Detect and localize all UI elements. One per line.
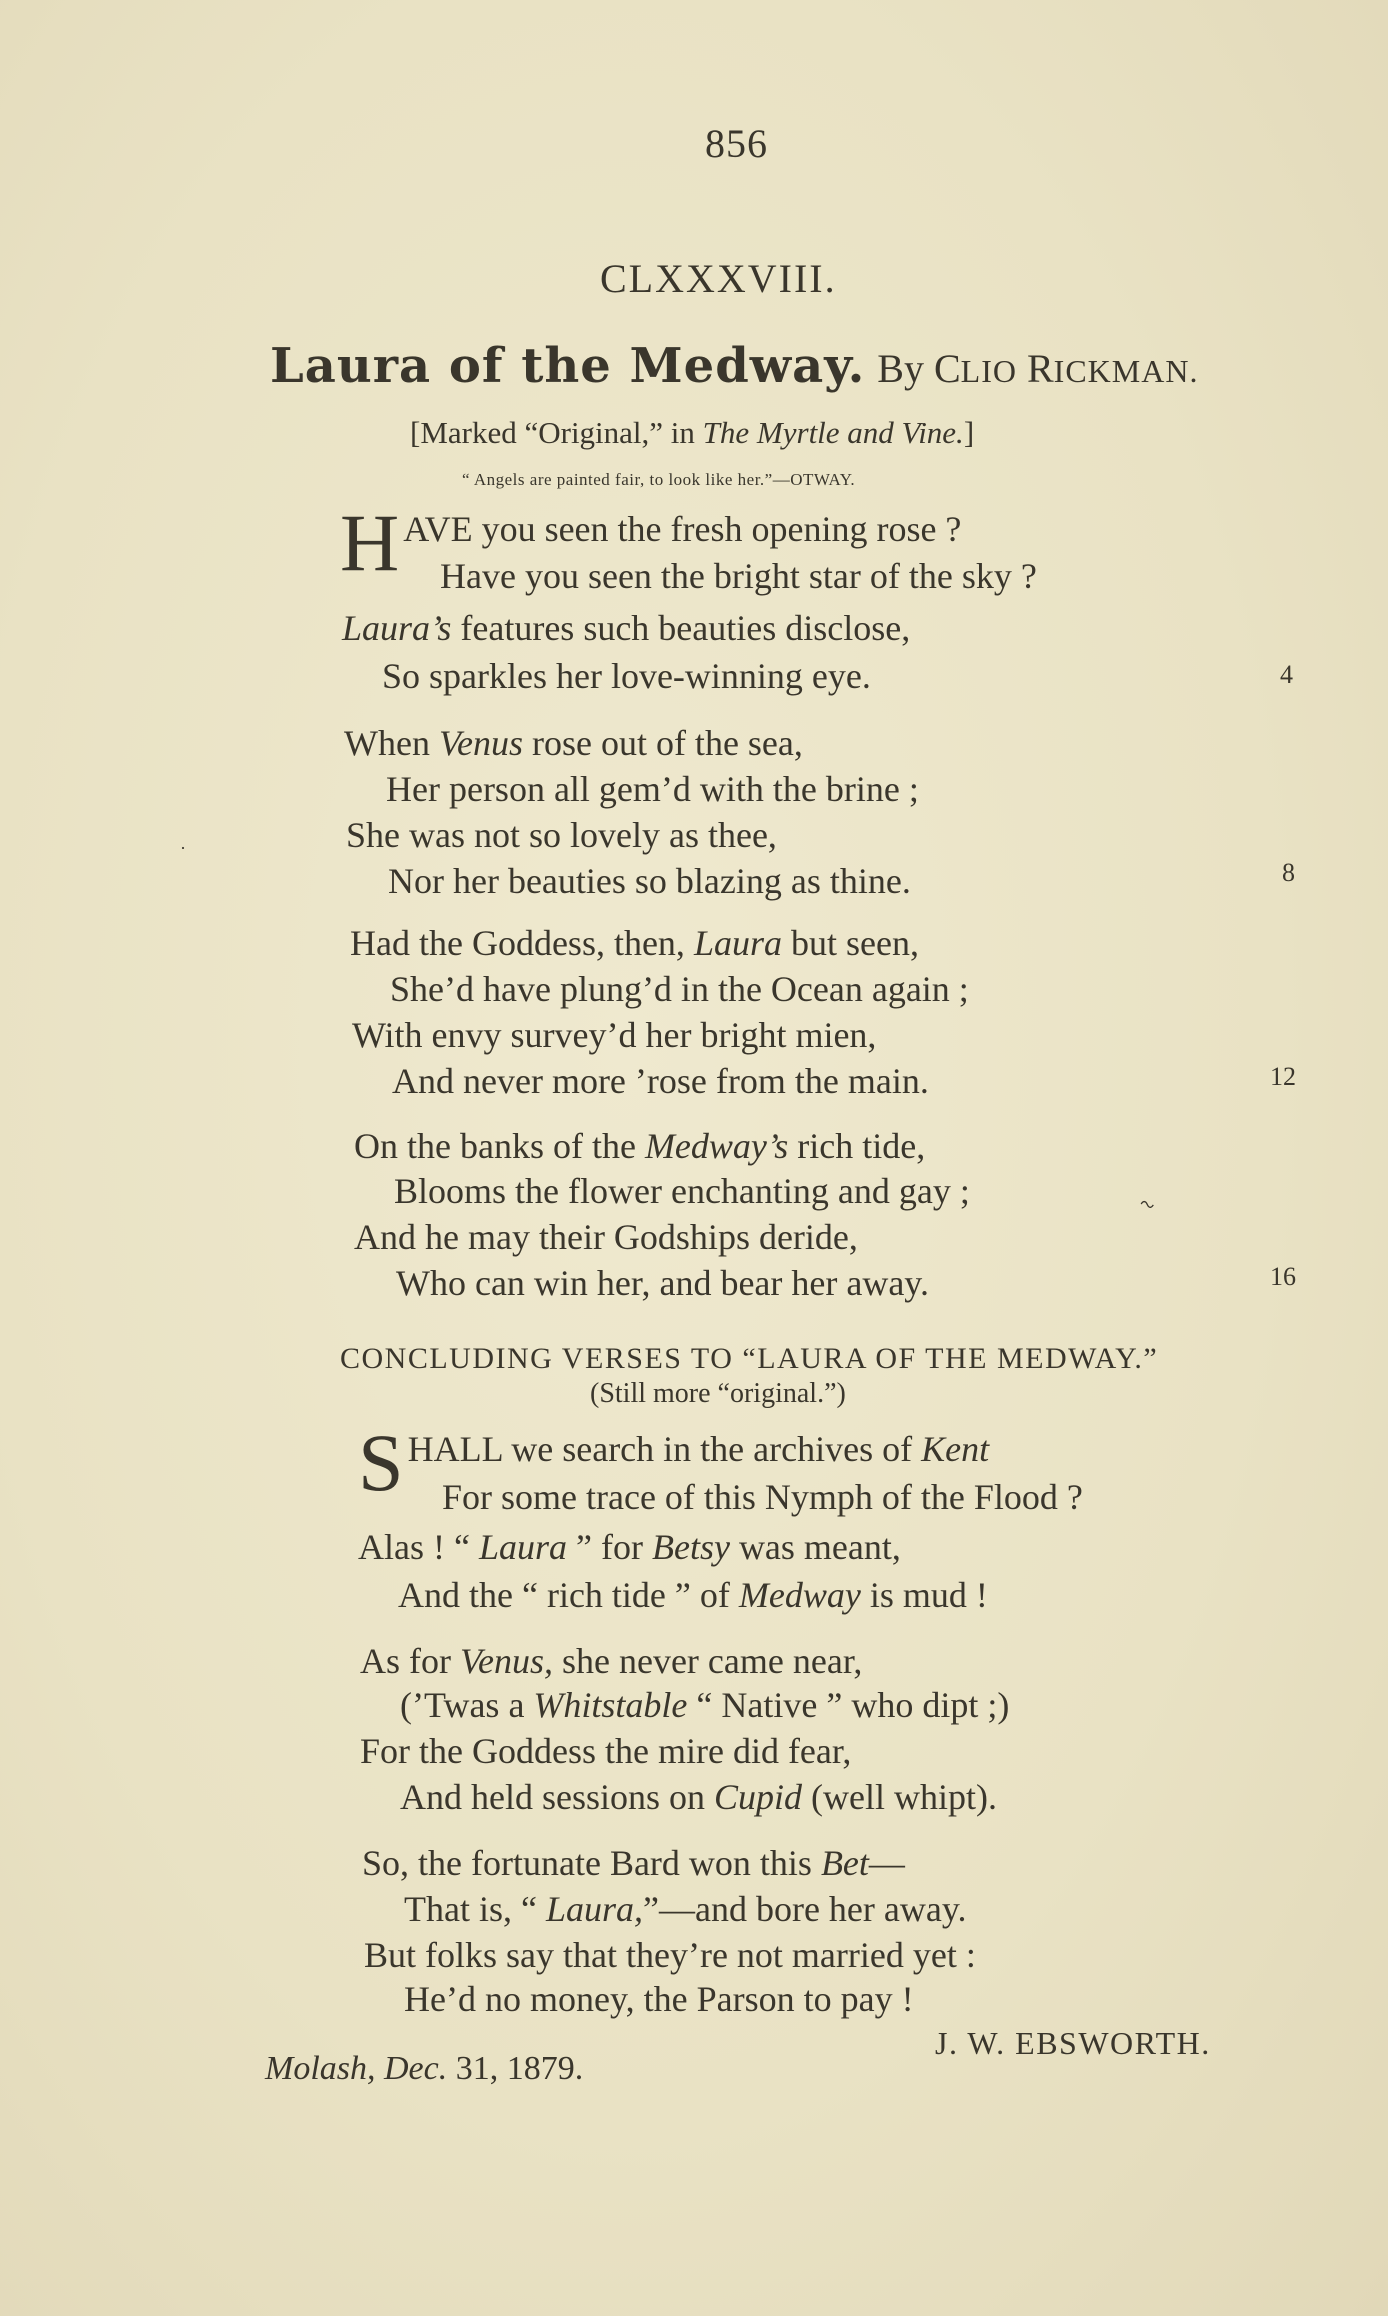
poem1-line7: She was not so lovely as thee, [346, 815, 777, 855]
title-author: By CLIO RICKMAN. [877, 346, 1199, 391]
speck-icon: · [180, 838, 186, 858]
poem2-line10: That is, “ Laura,”—and bore her away. [404, 1889, 967, 1929]
poem1-line11: With envy survey’d her bright mien, [352, 1015, 877, 1055]
drop-cap: H [340, 497, 400, 588]
section-number: CLXXXVIII. [600, 256, 837, 301]
title-blackletter: Laura of the Medway. [270, 338, 866, 394]
concluding-heading: CONCLUDING VERSES TO “LAURA OF THE MEDWAY.” [340, 1342, 1159, 1375]
place-date: Molash, Dec. 31, 1879. [265, 2050, 584, 2087]
drop-cap: S [358, 1417, 404, 1508]
line-number: 16 [1270, 1262, 1296, 1291]
signature: J. W. EBSWORTH. [935, 2025, 1211, 2061]
poem1-line14: Blooms the flower enchanting and gay ; [394, 1171, 970, 1211]
poem2-line7: For the Goddess the mire did fear, [360, 1731, 852, 1771]
poem1-line10: She’d have plung’d in the Ocean again ; [390, 969, 969, 1009]
poem1-line5: When Venus rose out of the sea, [344, 723, 803, 763]
poem-title [270, 338, 1198, 394]
poem1-line8: Nor her beauties so blazing as thine. [388, 861, 911, 901]
epigraph: “ Angels are painted fair, to look like her.”—OTWAY. [462, 470, 856, 489]
poem1-line4: So sparkles her love-winning eye. [382, 656, 871, 696]
line-number: 12 [1270, 1062, 1296, 1091]
poem1-line1: HAVE you seen the fresh opening rose ? [340, 497, 962, 588]
pencil-mark-icon: ~ [1134, 1188, 1160, 1221]
poem1-line3: Laura’s features such beauties disclose, [342, 608, 911, 648]
poem1-line16: Who can win her, and bear her away. [396, 1263, 929, 1303]
poem2-line5: As for Venus, she never came near, [360, 1641, 863, 1681]
poem2-line12: He’d no money, the Parson to pay ! [404, 1979, 914, 2019]
poem2-line2: For some trace of this Nymph of the Flood ? [442, 1477, 1083, 1517]
page-number: 856 [705, 121, 768, 166]
poem2-line1: SHALL we search in the archives of Kent [358, 1417, 990, 1508]
line-number: 8 [1282, 858, 1295, 887]
poem1-line13: On the banks of the Medway’s rich tide, [354, 1126, 926, 1166]
poem1-line9: Had the Goddess, then, Laura but seen, [350, 923, 919, 963]
poem2-line11: But folks say that they’re not married yet : [364, 1935, 976, 1975]
poem1-line12: And never more ’rose from the main. [392, 1061, 929, 1101]
poem2-line4: And the “ rich tide ” of Medway is mud ! [398, 1575, 988, 1615]
concluding-subheading: (Still more “original.”) [590, 1378, 846, 1409]
line-number: 4 [1280, 660, 1293, 689]
poem1-line15: And he may their Godships deride, [354, 1217, 858, 1257]
poem2-line6: (’Twas a Whitstable “ Native ” who dipt ;) [400, 1685, 1010, 1725]
source-note: [Marked “Original,” in The Myrtle and Vine.] [410, 415, 975, 450]
poem1-line6: Her person all gem’d with the brine ; [386, 769, 919, 809]
poem2-line9: So, the fortunate Bard won this Bet— [362, 1843, 905, 1883]
poem2-line8: And held sessions on Cupid (well whipt). [400, 1777, 997, 1817]
poem2-line3: Alas ! “ Laura ” for Betsy was meant, [358, 1527, 901, 1567]
poem1-line2: Have you seen the bright star of the sky ? [440, 556, 1037, 596]
